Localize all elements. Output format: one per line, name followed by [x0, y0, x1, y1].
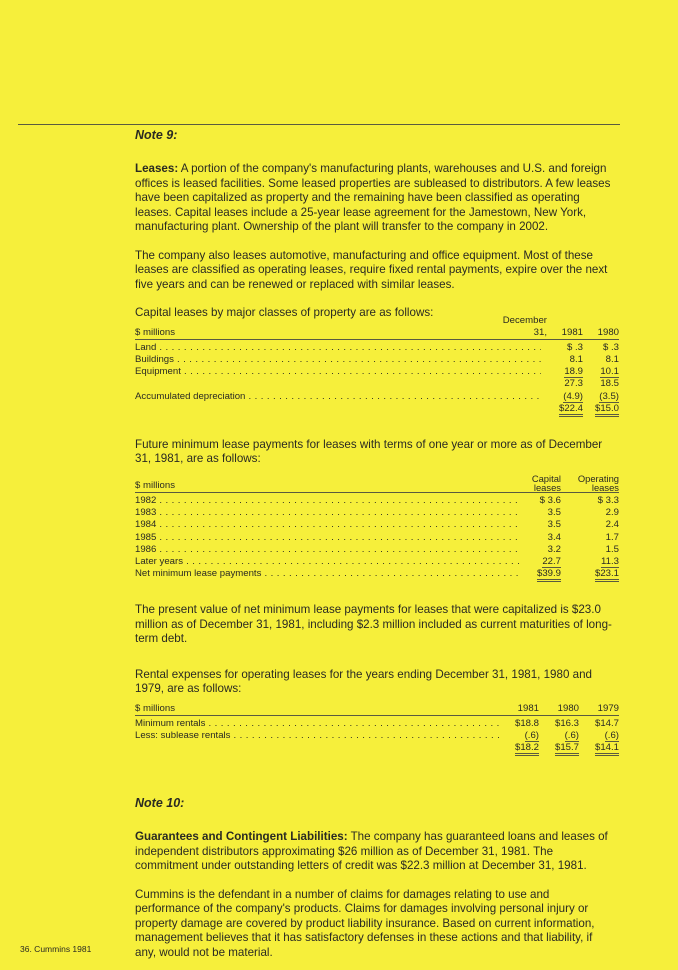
note-9-paragraph-6: Rental expenses for operating leases for the years ending December 31, 1981, 1980 and 1979, are as follows:: [135, 667, 592, 696]
note-9-title: Note 9:: [135, 128, 178, 142]
table-row: Buildings . . . 8.1 8.1: [135, 354, 619, 366]
table-row: Net minimum lease payments . . . $39.9 $23.1: [135, 568, 619, 580]
table-row: $22.4 $15.0: [135, 403, 619, 415]
note-10-paragraph-2: Cummins is the defendant in a number of claims for damages relating to use and performance of the company's products. Claims for damages involving personal injury or property damage are covered by product liability insurance. Based on current information, management believes that it has satisfactory defenses in these actions and that liability, if any, would not be material.: [135, 887, 595, 959]
table-row: Later years . . . 22.7 11.3: [135, 556, 619, 568]
note-9-paragraph-2: The company also leases automotive, manufacturing and office equipment. Most of these leases are classified as operating leases, require fixed rental payments, expire over the next five years and can be renewed or replaced with similar leases.: [135, 248, 608, 291]
table-row: Less: sublease rentals . . . (.6) (.6) (.6): [135, 730, 619, 742]
note-9-paragraph-5: The present value of net minimum lease payments for leases that were capitalized is $23.0 million as of December 31, 1981, including $2.3 million included as current maturities of long-term debt.: [135, 603, 612, 646]
note-9-paragraph-4: Future minimum lease payments for leases with terms of one year or more as of December 31, 1981, are as follows:: [135, 437, 603, 466]
top-rule: [18, 124, 620, 125]
table-row: 1986 . . . 3.2 1.5: [135, 544, 619, 556]
note-9-paragraph-1: Leases: A portion of the company's manufacturing plants, warehouses and U.S. and foreign offices is leased facilities. Some leased properties are subleased to distributors. A few leases have been capitalized as property and the remaining have been classified as operating leases. Capital leases include a 25-year lease agreement for the Jamestown, New York, manufacturing plant. Ownership of the plant will transfer to the company in 2002.: [135, 162, 611, 233]
table-row: 1984 . . . 3.5 2.4: [135, 519, 619, 531]
guarantees-heading: Guarantees and Contingent Liabilities:: [135, 830, 348, 844]
future-lease-payments-table: [135, 470, 619, 580]
table-row: 1985 . . . 3.4 1.7: [135, 531, 619, 543]
table-row: Accumulated depreciation . . . (4.9) (3.5): [135, 390, 619, 402]
table-header: $ millions Capital leases Operating leases: [135, 470, 619, 493]
note-10-title: Note 10:: [135, 796, 185, 811]
capital-leases-table: [135, 314, 619, 415]
table-header: $ millions December 31, 1981 1980: [135, 314, 619, 338]
leases-heading: Leases:: [135, 162, 179, 175]
table-header: $ millions 1981 1980 1979: [135, 702, 619, 714]
page-content: [135, 128, 619, 960]
table-row: 1982 . . . $ 3.6 $ 3.3: [135, 495, 619, 507]
rental-expenses-table: [135, 703, 619, 755]
table-row: 1983 . . . 3.5 2.9: [135, 507, 619, 519]
note-10-paragraph-1: Guarantees and Contingent Liabilities: The company has guaranteed loans and leases of independent distributors approximating $26 million as of December 31, 1981. The commitment under outstanding letters of credit was $22.3 million at December 31, 1981.: [135, 830, 608, 873]
table-row: Land . . . $ .3 $ .3: [135, 342, 619, 354]
table-row: 27.3 18.5: [564, 378, 619, 390]
table-row: Equipment . . . 18.9 10.1: [135, 366, 619, 378]
table-row: Minimum rentals . . . $18.8 $16.3 $14.7: [135, 718, 619, 730]
table-row: $18.2 $15.7 $14.1: [135, 742, 619, 754]
note-9-paragraph-3: Capital leases by major classes of property are as follows:: [135, 306, 434, 319]
page-footer: 36. Cummins 1981: [20, 944, 92, 954]
